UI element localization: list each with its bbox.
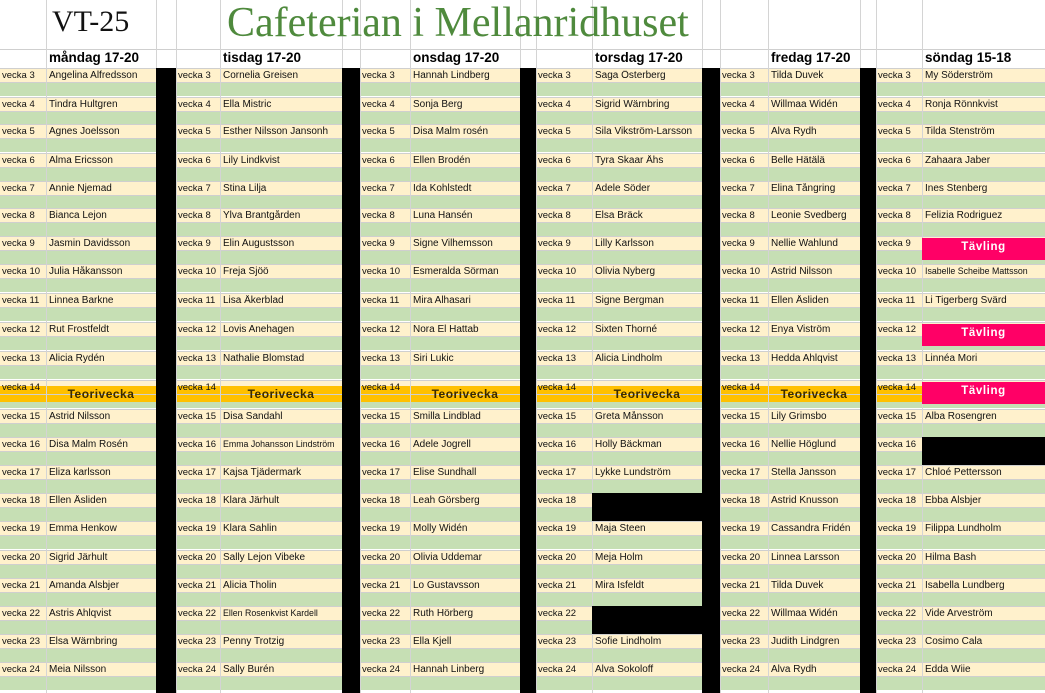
shift-name[interactable]: Zahaara Jaber	[925, 155, 991, 166]
shift-name[interactable]: Felizia Rodriguez	[925, 210, 1003, 221]
week-label: vecka 21	[538, 580, 577, 591]
day-header: onsdag 17-20	[413, 50, 500, 65]
week-label: vecka 7	[538, 183, 571, 194]
shift-name[interactable]: Disa Sandahl	[223, 411, 283, 422]
week-label: vecka 24	[2, 664, 41, 675]
shift-name[interactable]: Tilda Duvek	[771, 580, 824, 591]
week-label: vecka 23	[178, 636, 217, 647]
week-label: vecka 16	[2, 439, 41, 450]
week-label: vecka 4	[178, 99, 211, 110]
week-label: vecka 23	[2, 636, 41, 647]
week-label: vecka 3	[878, 70, 911, 81]
shift-name[interactable]: Greta Månsson	[595, 411, 664, 422]
shift-name[interactable]: Astrid Nilsson	[49, 411, 111, 422]
week-label: vecka 8	[538, 210, 571, 221]
week-label: vecka 3	[722, 70, 755, 81]
week-label: vecka 6	[722, 155, 755, 166]
shift-name[interactable]: Nathalie Blomstad	[223, 353, 305, 364]
week-label: vecka 7	[878, 183, 911, 194]
week-label: vecka 24	[538, 664, 577, 675]
shift-name[interactable]: Lovis Anehagen	[223, 324, 295, 335]
week-label: vecka 17	[178, 467, 217, 478]
week-label: vecka 24	[722, 664, 761, 675]
shift-name[interactable]: Alba Rosengren	[925, 411, 997, 422]
week-label: vecka 9	[362, 238, 395, 249]
week-label: vecka 12	[178, 324, 217, 335]
separator-column	[156, 68, 176, 693]
week-label: vecka 6	[878, 155, 911, 166]
shift-name[interactable]: Linnea Barkne	[49, 295, 114, 306]
shift-name[interactable]: Alva Sokoloff	[595, 664, 654, 675]
week-label: vecka 13	[2, 353, 41, 364]
shift-name[interactable]: Hannah Linberg	[413, 664, 485, 675]
shift-name[interactable]: My Söderström	[925, 70, 993, 81]
week-label: vecka 21	[878, 580, 917, 591]
week-label: vecka 7	[2, 183, 35, 194]
week-label: vecka 11	[178, 295, 216, 306]
week-label: vecka 13	[362, 353, 401, 364]
shift-name[interactable]: Nellie Wahlund	[771, 238, 838, 249]
shift-name[interactable]: Sigrid Järhult	[49, 552, 108, 563]
week-label: vecka 3	[362, 70, 395, 81]
week-label: vecka 3	[178, 70, 211, 81]
week-label: vecka 5	[722, 126, 755, 137]
shift-name[interactable]: Esmeralda Sörman	[413, 266, 499, 277]
shift-name[interactable]: Tindra Hultgren	[49, 99, 118, 110]
shift-name[interactable]: Alicia Tholin	[223, 580, 277, 591]
week-label: vecka 17	[538, 467, 577, 478]
shift-name[interactable]: Sally Lejon Vibeke	[223, 552, 306, 563]
shift-name[interactable]: Sigrid Wärnbring	[595, 99, 670, 110]
week-label: vecka 23	[722, 636, 761, 647]
shift-name[interactable]: Olivia Uddemar	[413, 552, 482, 563]
shift-name[interactable]: Ebba Alsbjer	[925, 495, 982, 506]
week-label: vecka 18	[878, 495, 917, 506]
shift-name[interactable]: Cosimo Cala	[925, 636, 983, 647]
week-label: vecka 5	[362, 126, 395, 137]
teorivecka-label: Teorivecka	[67, 387, 135, 401]
week-label: vecka 15	[178, 411, 217, 422]
shift-name[interactable]: Lisa Åkerblad	[223, 295, 284, 306]
shift-name[interactable]: Eliza karlsson	[49, 467, 111, 478]
week-label: vecka 11	[538, 295, 576, 306]
shift-name[interactable]: Stina Lilja	[223, 183, 267, 194]
teorivecka-label: Teorivecka	[780, 387, 848, 401]
week-label: vecka 12	[722, 324, 761, 335]
week-label: vecka 21	[362, 580, 401, 591]
shift-name[interactable]: Ines Stenberg	[925, 183, 988, 194]
week-label: vecka 6	[2, 155, 35, 166]
shift-name[interactable]: Hilma Bash	[925, 552, 977, 563]
shift-name[interactable]: Holly Bäckman	[595, 439, 662, 450]
week-label: vecka 7	[178, 183, 211, 194]
week-label: vecka 16	[878, 439, 917, 450]
week-label: vecka 13	[878, 353, 917, 364]
shift-name[interactable]: Lykke Lundström	[595, 467, 671, 478]
shift-name[interactable]: Meja Holm	[595, 552, 643, 563]
shift-name[interactable]: Alma Ericsson	[49, 155, 113, 166]
shift-name[interactable]: Mira Isfeldt	[595, 580, 644, 591]
shift-name[interactable]: Elise Sundhall	[413, 467, 477, 478]
tavling-label: Tävling	[961, 241, 1006, 253]
day-header: söndag 15-18	[925, 50, 1012, 65]
week-label: vecka 10	[362, 266, 401, 277]
week-label: vecka 13	[178, 353, 217, 364]
separator-column	[860, 68, 876, 693]
week-label: vecka 6	[538, 155, 571, 166]
shift-name[interactable]: Edda Wiie	[925, 664, 971, 675]
week-label: vecka 7	[362, 183, 395, 194]
shift-name[interactable]: Lo Gustavsson	[413, 580, 480, 591]
shift-name[interactable]: Astrid Knusson	[771, 495, 839, 506]
week-label: vecka 20	[2, 552, 41, 563]
week-label: vecka 19	[878, 523, 917, 534]
shift-name[interactable]: Disa Malm rosén	[413, 126, 489, 137]
shift-name[interactable]: Ellen Åsliden	[771, 295, 829, 306]
shift-name[interactable]: Siri Lukic	[413, 353, 454, 364]
separator-column	[342, 68, 360, 693]
week-label: vecka 4	[538, 99, 571, 110]
shift-name[interactable]: Adele Jogrell	[413, 439, 471, 450]
shift-name[interactable]: Luna Hansén	[413, 210, 473, 221]
week-label: vecka 18	[178, 495, 217, 506]
shift-name[interactable]: Jasmin Davidsson	[49, 238, 131, 249]
week-label: vecka 22	[722, 608, 761, 619]
shift-name[interactable]: Isabelle Scheibe Mattsson	[925, 266, 1028, 276]
shift-name[interactable]: Molly Widén	[413, 523, 468, 534]
week-label: vecka 24	[878, 664, 917, 675]
blocked-cell	[592, 606, 720, 634]
page-title: Cafeterian i Mellanridhuset	[227, 0, 689, 46]
week-label: vecka 15	[878, 411, 917, 422]
week-label: vecka 14	[878, 382, 917, 393]
shift-name[interactable]: Linnéa Mori	[925, 353, 978, 364]
shift-name[interactable]: Emma Henkow	[49, 523, 117, 534]
week-label: vecka 8	[362, 210, 395, 221]
week-label: vecka 16	[178, 439, 217, 450]
shift-name[interactable]: Filippa Lundholm	[925, 523, 1002, 534]
tavling-label: Tävling	[961, 385, 1006, 397]
shift-name[interactable]: Annie Njemad	[49, 183, 112, 194]
shift-name[interactable]: Mira Alhasari	[413, 295, 471, 306]
shift-name[interactable]: Ylva Brantgården	[223, 210, 301, 221]
week-label: vecka 3	[2, 70, 35, 81]
shift-name[interactable]: Leah Görsberg	[413, 495, 480, 506]
week-label: vecka 14	[722, 382, 761, 393]
week-label: vecka 18	[538, 495, 577, 506]
shift-name[interactable]: Saga Österberg	[595, 70, 666, 81]
week-label: vecka 4	[878, 99, 911, 110]
shift-name[interactable]: Alicia Rydén	[49, 353, 105, 364]
week-label: vecka 8	[878, 210, 911, 221]
shift-name[interactable]: Astris Ahlqvist	[49, 608, 112, 619]
shift-name[interactable]: Ellen Rosenkvist Kardell	[223, 608, 318, 618]
week-label: vecka 22	[538, 608, 577, 619]
shift-name[interactable]: Willmaa Widén	[771, 608, 838, 619]
shift-name[interactable]: Ella Kjell	[413, 636, 452, 647]
shift-name[interactable]: Ida Kohlstedt	[413, 183, 472, 194]
shift-name[interactable]: Ella Mistric	[223, 99, 272, 110]
shift-name[interactable]: Vide Arveström	[925, 608, 993, 619]
shift-name[interactable]: Elina Tångring	[771, 183, 836, 194]
shift-name[interactable]: Isabella Lundberg	[925, 580, 1005, 591]
teorivecka-label: Teorivecka	[613, 387, 681, 401]
week-label: vecka 18	[2, 495, 41, 506]
week-label: vecka 12	[538, 324, 577, 335]
week-label: vecka 11	[362, 295, 400, 306]
week-label: vecka 23	[878, 636, 917, 647]
shift-name[interactable]: Lily Grimsbo	[771, 411, 827, 422]
week-label: vecka 20	[722, 552, 761, 563]
shift-name[interactable]: Hedda Ahlqvist	[771, 353, 838, 364]
shift-name[interactable]: Emma Johansson Lindström	[223, 439, 335, 449]
week-label: vecka 14	[362, 382, 401, 393]
week-label: vecka 24	[178, 664, 217, 675]
shift-name[interactable]: Li Tigerberg Svärd	[925, 295, 1007, 306]
shift-name[interactable]: Rut Frostfeldt	[49, 324, 110, 335]
week-label: vecka 22	[2, 608, 41, 619]
shift-name[interactable]: Meia Nilsson	[49, 664, 107, 675]
shift-name[interactable]: Belle Hätälä	[771, 155, 825, 166]
week-label: vecka 12	[878, 324, 917, 335]
week-label: vecka 15	[538, 411, 577, 422]
week-label: vecka 11	[2, 295, 40, 306]
shift-name[interactable]: Willmaa Widén	[771, 99, 838, 110]
shift-name[interactable]: Klara Järhult	[223, 495, 280, 506]
shift-name[interactable]: Lily Lindkvist	[223, 155, 280, 166]
shift-name[interactable]: Bianca Lejon	[49, 210, 107, 221]
shift-name[interactable]: Ellen Brodén	[413, 155, 471, 166]
week-label: vecka 14	[178, 382, 217, 393]
week-label: vecka 16	[362, 439, 401, 450]
week-label: vecka 17	[2, 467, 41, 478]
day-header: tisdag 17-20	[223, 50, 302, 65]
week-label: vecka 17	[362, 467, 401, 478]
blocked-cell	[592, 493, 720, 521]
week-label: vecka 13	[538, 353, 577, 364]
shift-name[interactable]: Nora El Hattab	[413, 324, 479, 335]
teorivecka-label: Teorivecka	[431, 387, 499, 401]
shift-name[interactable]: Leonie Svedberg	[771, 210, 847, 221]
week-label: vecka 23	[538, 636, 577, 647]
week-label: vecka 17	[722, 467, 761, 478]
shift-name[interactable]: Sonja Berg	[413, 99, 463, 110]
shift-name[interactable]: Stella Jansson	[771, 467, 837, 478]
week-label: vecka 5	[178, 126, 211, 137]
shift-name[interactable]: Klara Sahlin	[223, 523, 277, 534]
day-header: torsdag 17-20	[595, 50, 683, 65]
week-label: vecka 8	[722, 210, 755, 221]
week-label: vecka 17	[878, 467, 917, 478]
week-label: vecka 5	[878, 126, 911, 137]
week-label: vecka 22	[362, 608, 401, 619]
week-label: vecka 9	[538, 238, 571, 249]
shift-name[interactable]: Judith Lindgren	[771, 636, 840, 647]
week-label: vecka 15	[722, 411, 761, 422]
week-label: vecka 9	[178, 238, 211, 249]
week-label: vecka 16	[538, 439, 577, 450]
shift-name[interactable]: Agnes Joelsson	[49, 126, 120, 137]
week-label: vecka 20	[878, 552, 917, 563]
shift-name[interactable]: Tilda Stenström	[925, 126, 995, 137]
week-label: vecka 23	[362, 636, 401, 647]
week-label: vecka 14	[2, 382, 41, 393]
separator-column	[520, 68, 536, 693]
shift-name[interactable]: Julia Håkansson	[49, 266, 123, 277]
shift-name[interactable]: Signe Bergman	[595, 295, 664, 306]
term-label: VT-25	[52, 5, 130, 38]
shift-name[interactable]: Amanda Alsbjer	[49, 580, 120, 591]
week-label: vecka 11	[878, 295, 916, 306]
shift-name[interactable]: Sally Burén	[223, 664, 275, 675]
week-label: vecka 3	[538, 70, 571, 81]
shift-name[interactable]: Ronja Rönnkvist	[925, 99, 998, 110]
week-label: vecka 13	[722, 353, 761, 364]
week-label: vecka 15	[362, 411, 401, 422]
shift-name[interactable]: Signe Vilhemsson	[413, 238, 493, 249]
week-label: vecka 22	[878, 608, 917, 619]
shift-name[interactable]: Linnea Larsson	[771, 552, 840, 563]
week-label: vecka 10	[878, 266, 917, 277]
tavling-label: Tävling	[961, 327, 1006, 339]
week-label: vecka 5	[2, 126, 35, 137]
shift-name[interactable]: Disa Malm Rosén	[49, 439, 128, 450]
week-label: vecka 6	[178, 155, 211, 166]
shift-name[interactable]: Esther Nilsson Jansonh	[223, 126, 329, 137]
shift-name[interactable]: Elsa Bräck	[595, 210, 643, 221]
shift-name[interactable]: Tyra Skaar Åhs	[595, 155, 664, 166]
shift-name[interactable]: Olivia Nyberg	[595, 266, 656, 277]
week-label: vecka 20	[362, 552, 401, 563]
shift-name[interactable]: Tilda Duvek	[771, 70, 824, 81]
week-label: vecka 12	[362, 324, 401, 335]
week-label: vecka 15	[2, 411, 41, 422]
shift-name[interactable]: Maja Steen	[595, 523, 646, 534]
shift-name[interactable]: Chloé Pettersson	[925, 467, 1002, 478]
week-label: vecka 11	[722, 295, 760, 306]
shift-name[interactable]: Sofie Lindholm	[595, 636, 662, 647]
week-label: vecka 21	[722, 580, 761, 591]
week-label: vecka 19	[722, 523, 761, 534]
week-label: vecka 19	[362, 523, 401, 534]
week-label: vecka 10	[178, 266, 217, 277]
week-label: vecka 10	[722, 266, 761, 277]
week-label: vecka 4	[2, 99, 35, 110]
shift-name[interactable]: Alicia Lindholm	[595, 353, 663, 364]
shift-name[interactable]: Adele Söder	[595, 183, 651, 194]
week-label: vecka 4	[362, 99, 395, 110]
day-header: fredag 17-20	[771, 50, 851, 65]
shift-name[interactable]: Sila Vikström-Larsson	[595, 126, 693, 137]
shift-name[interactable]: Smilla Lindblad	[413, 411, 481, 422]
week-label: vecka 10	[2, 266, 41, 277]
week-label: vecka 4	[722, 99, 755, 110]
week-label: vecka 20	[178, 552, 217, 563]
shift-name[interactable]: Sixten Thorné	[595, 324, 658, 335]
week-label: vecka 9	[878, 238, 911, 249]
shift-name[interactable]: Cassandra Fridén	[771, 523, 851, 534]
shift-name[interactable]: Nellie Höglund	[771, 439, 837, 450]
week-label: vecka 20	[538, 552, 577, 563]
week-label: vecka 7	[722, 183, 755, 194]
shift-name[interactable]: Astrid Nilsson	[771, 266, 833, 277]
week-label: vecka 10	[538, 266, 577, 277]
week-label: vecka 6	[362, 155, 395, 166]
separator-column	[702, 68, 720, 693]
week-label: vecka 21	[2, 580, 41, 591]
week-label: vecka 8	[2, 210, 35, 221]
shift-name[interactable]: Alva Rydh	[771, 664, 817, 675]
shift-name[interactable]: Penny Trotzig	[223, 636, 285, 647]
shift-name[interactable]: Ruth Hörberg	[413, 608, 474, 619]
shift-name[interactable]: Kajsa Tjädermark	[223, 467, 302, 478]
week-label: vecka 22	[178, 608, 217, 619]
shift-name[interactable]: Hannah Lindberg	[413, 70, 490, 81]
week-label: vecka 16	[722, 439, 761, 450]
week-label: vecka 18	[722, 495, 761, 506]
shift-name[interactable]: Freja Sjöö	[223, 266, 269, 277]
week-label: vecka 5	[538, 126, 571, 137]
shift-name[interactable]: Enya Viström	[771, 324, 831, 335]
blocked-cell	[922, 437, 1045, 465]
week-label: vecka 18	[362, 495, 401, 506]
shift-name[interactable]: Alva Rydh	[771, 126, 817, 137]
week-label: vecka 19	[178, 523, 217, 534]
shift-name[interactable]: Elsa Wärnbring	[49, 636, 118, 647]
shift-name[interactable]: Angelina Alfredsson	[49, 70, 138, 81]
day-header: måndag 17-20	[49, 50, 140, 65]
week-label: vecka 12	[2, 324, 41, 335]
shift-name[interactable]: Ellen Åsliden	[49, 495, 107, 506]
teorivecka-label: Teorivecka	[247, 387, 315, 401]
week-label: vecka 19	[538, 523, 577, 534]
week-label: vecka 9	[2, 238, 35, 249]
week-label: vecka 9	[722, 238, 755, 249]
week-label: vecka 19	[2, 523, 41, 534]
shift-name[interactable]: Cornelia Greisen	[223, 70, 299, 81]
shift-name[interactable]: Lilly Karlsson	[595, 238, 654, 249]
week-label: vecka 21	[178, 580, 217, 591]
week-label: vecka 8	[178, 210, 211, 221]
week-label: vecka 24	[362, 664, 401, 675]
shift-name[interactable]: Elin Augustsson	[223, 238, 295, 249]
week-label: vecka 14	[538, 382, 577, 393]
